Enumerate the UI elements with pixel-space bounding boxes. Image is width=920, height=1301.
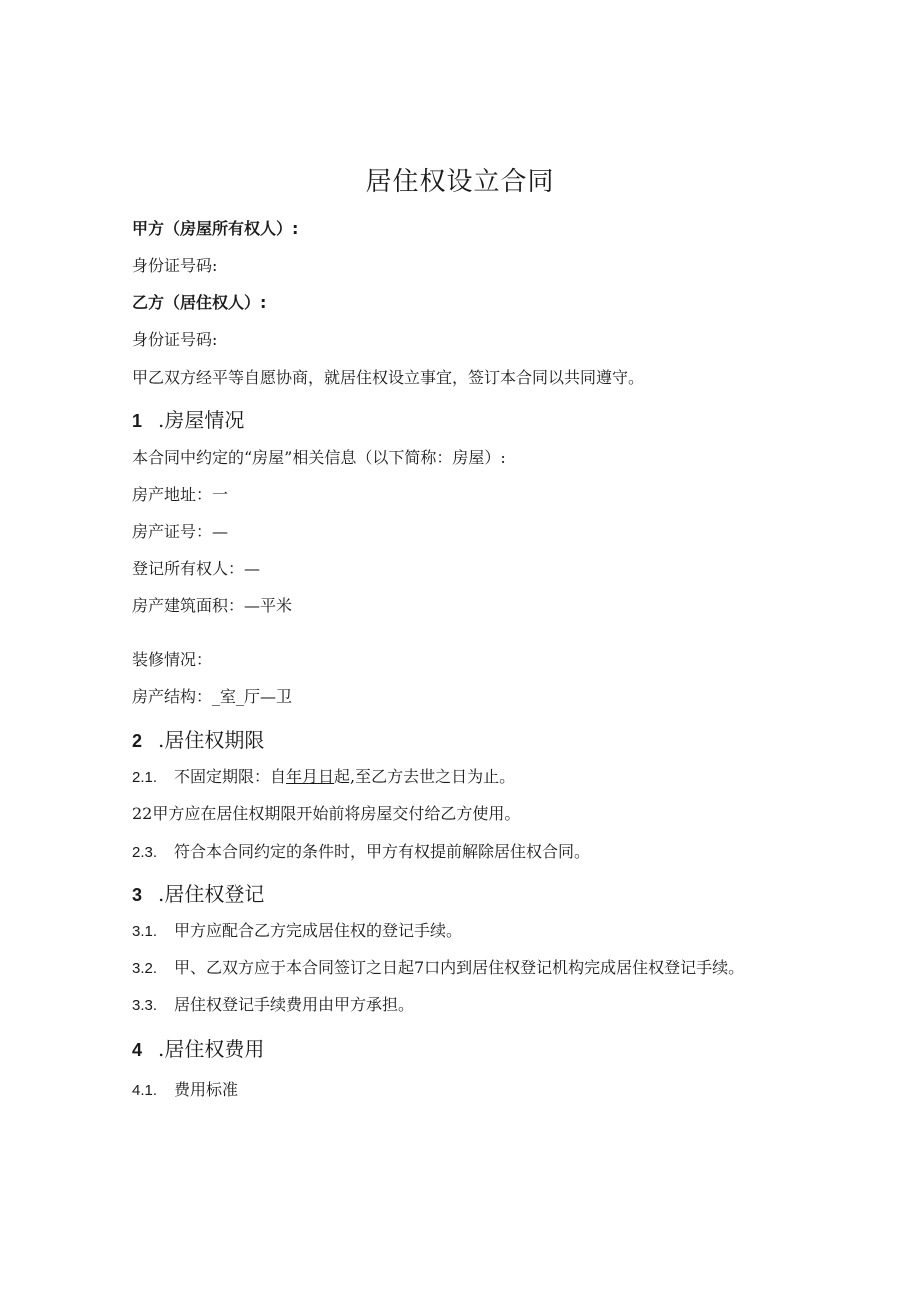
property-address: 房产地址：一	[132, 485, 229, 504]
section-4-title: .居住权费用	[158, 1037, 265, 1061]
clause-3-2-number: 3.2.	[132, 960, 158, 977]
section-2-heading	[132, 725, 264, 756]
clause-3-3	[132, 993, 414, 1018]
clause-2-1-text-a: 不固定期限：自	[174, 767, 287, 786]
clause-4-1-number: 4.1.	[132, 1082, 158, 1099]
property-structure: 房产结构：_室_厅—卫	[132, 687, 293, 706]
clause-2-1	[132, 765, 515, 790]
document-title: 居住权设立合同	[365, 167, 555, 197]
party-a-id-label: 身份证号码:	[132, 256, 218, 275]
property-cert: 房产证号：—	[132, 522, 229, 541]
clause-3-1-number: 3.1.	[132, 923, 158, 940]
clause-3-1-text: 甲方应配合乙方完成居住权的登记手续。	[174, 921, 463, 940]
clause-2-3-number: 2.3.	[132, 844, 158, 861]
party-b-label: 乙方（居住权人）:	[132, 293, 267, 312]
clause-4-1	[132, 1078, 238, 1103]
clause-2-1-number: 2.1.	[132, 769, 158, 786]
section-2-number: 2	[132, 731, 143, 751]
clause-2-2: 22甲方应在居住权期限开始前将房屋交付给乙方使用。	[132, 804, 521, 823]
property-decoration: 装修情况：	[132, 650, 213, 669]
section-1-heading	[132, 405, 244, 436]
clause-2-1-date-blank: 年月日	[286, 767, 335, 786]
section-3-title: .居住权登记	[158, 882, 265, 906]
property-owner: 登记所有权人：—	[132, 559, 261, 578]
section-4-heading	[132, 1034, 264, 1065]
clause-2-3-text: 符合本合同约定的条件时，甲方有权提前解除居住权合同。	[174, 842, 591, 861]
clause-3-2	[132, 956, 744, 981]
clause-3-2-text: 甲、乙双方应于本合同签订之日起7口内到居住权登记机构完成居住权登记手续。	[174, 958, 745, 977]
section-1-desc: 本合同中约定的“房屋”相关信息（以下简称：房屋）:	[132, 448, 506, 467]
clause-2-1-text-b: 起,至乙方去世之日为止。	[334, 767, 516, 786]
property-area: 房产建筑面积：—平米	[132, 596, 293, 615]
party-a-label: 甲方（房屋所有权人）:	[132, 219, 299, 238]
clause-3-3-text: 居住权登记手续费用由甲方承担。	[174, 995, 415, 1014]
section-1-title: .房屋情况	[158, 408, 245, 432]
section-2-title: .居住权期限	[158, 728, 265, 752]
section-4-number: 4	[132, 1040, 143, 1060]
section-1-number: 1	[132, 411, 143, 431]
party-b-id-label: 身份证号码:	[132, 330, 218, 349]
section-3-number: 3	[132, 885, 143, 905]
section-3-heading	[132, 879, 264, 910]
intro-paragraph: 甲乙双方经平等自愿协商，就居住权设立事宜，签订本合同以共同遵守。	[132, 368, 645, 387]
clause-3-1	[132, 919, 462, 944]
clause-2-3	[132, 840, 590, 865]
clause-4-1-text: 费用标准	[174, 1080, 239, 1099]
clause-3-3-number: 3.3.	[132, 997, 158, 1014]
